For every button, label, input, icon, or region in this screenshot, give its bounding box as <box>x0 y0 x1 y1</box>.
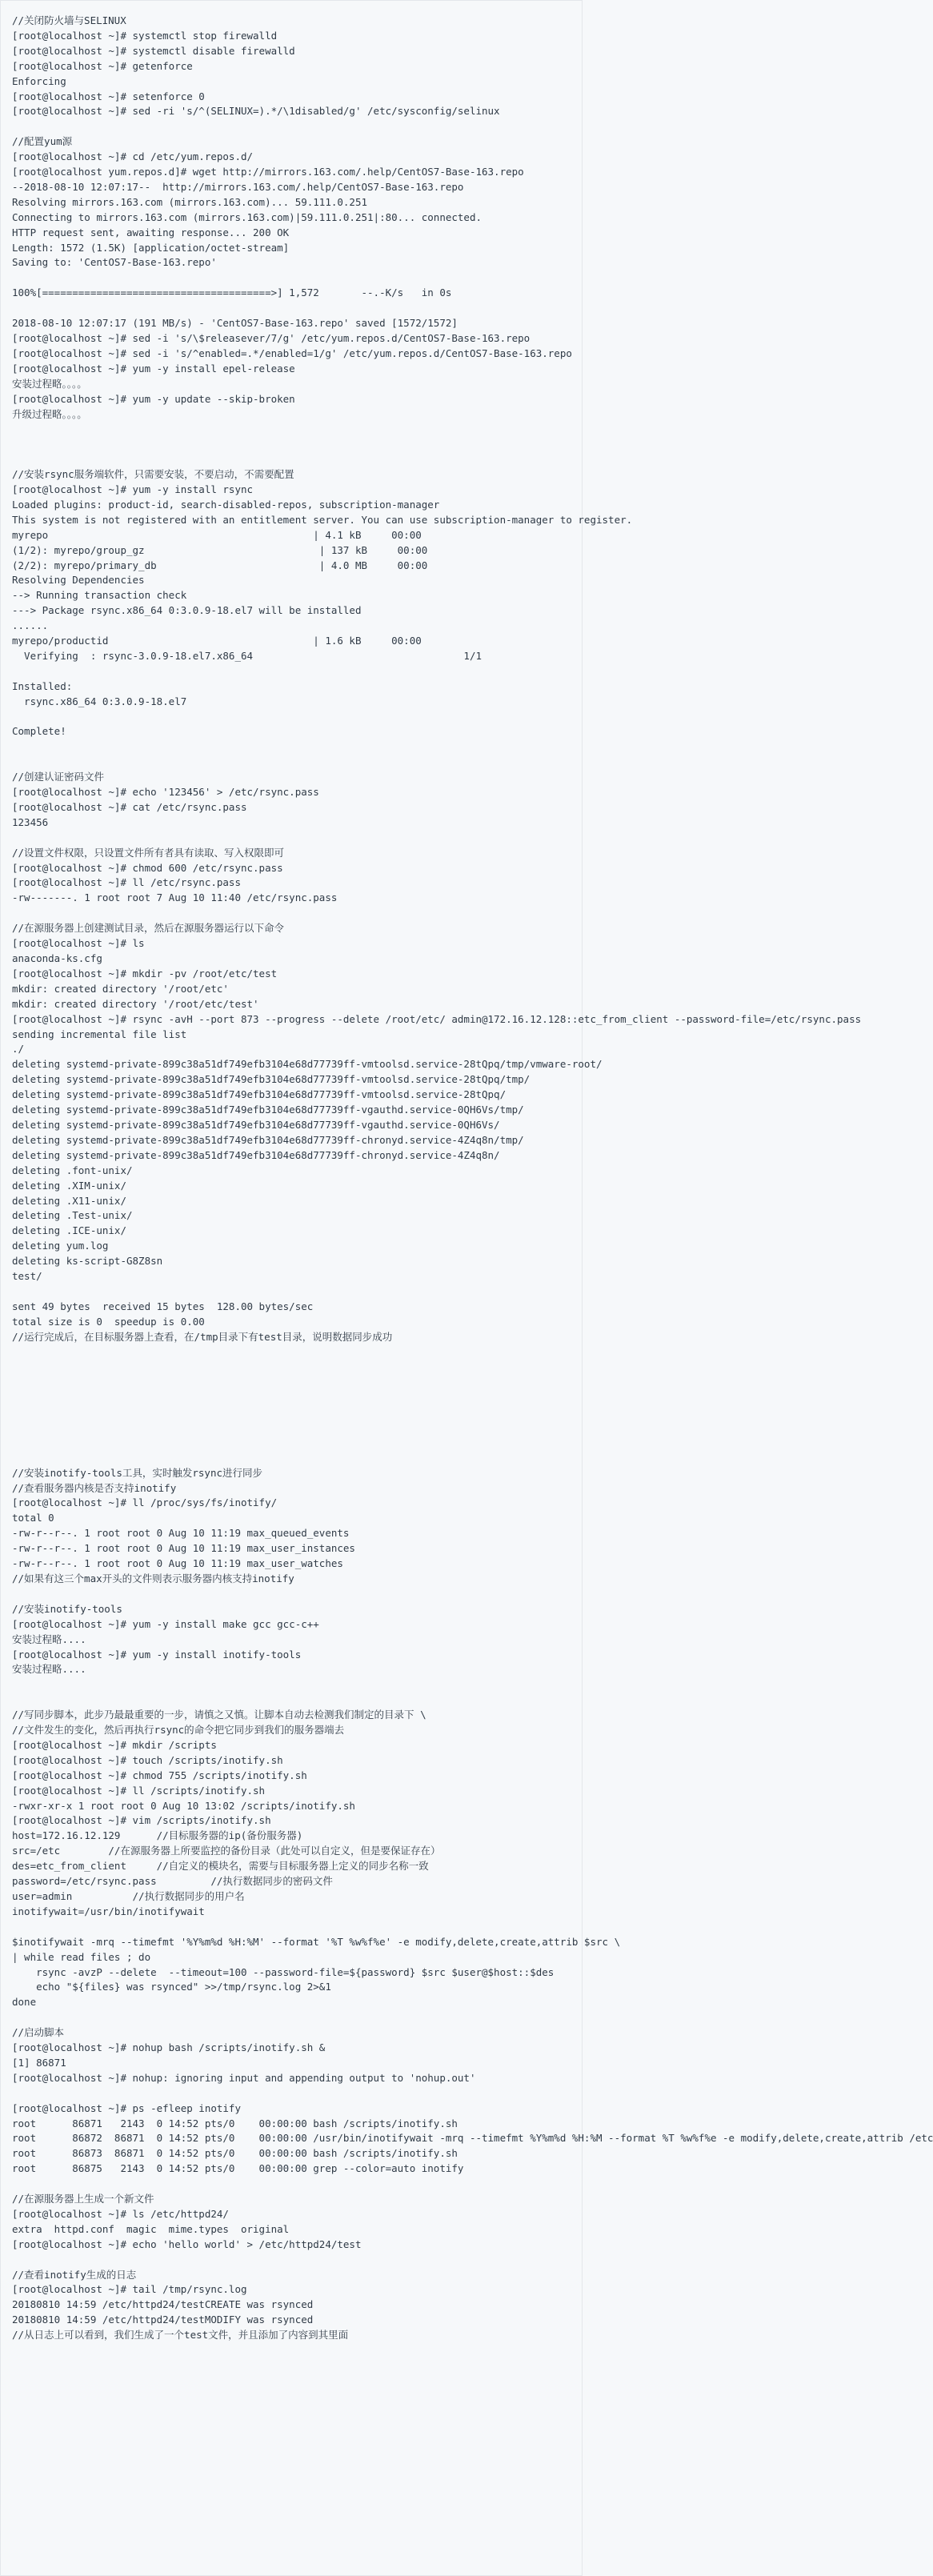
terminal-line: root 86872 86871 0 14:52 pts/0 00:00:00 /usr/bin/inotifywait -mrq --timefmt %Y%m%d %H:%M --format %T %w%f%e -e modify,delete,create,attrib /etc <box>12 2132 933 2145</box>
terminal-line: [root@localhost ~]# ps -efleep inotify <box>12 2101 241 2114</box>
terminal-line: 20180810 14:59 /etc/httpd24/testMODIFY was rsynced <box>12 2314 314 2326</box>
terminal-line: [root@localhost ~]# yum -y install inotify-tools <box>12 1648 302 1661</box>
terminal-line: [root@localhost ~]# ls <box>12 937 145 950</box>
terminal-line: [root@localhost ~]# chmod 755 /scripts/inotify.sh <box>12 1769 307 1781</box>
terminal-line: 升级过程略。。。。 <box>12 407 87 420</box>
terminal-line: deleting systemd-private-899c38a51df749efb3104e68d77739ff-vgauthd.service-0QH6Vs/ <box>12 1118 500 1131</box>
terminal-line: sending incremental file list <box>12 1028 187 1040</box>
terminal-line <box>12 1920 582 1935</box>
terminal-line: //运行完成后，在目标服务器上查看，在/tmp目录下有test目录，说明数据同步成功 <box>12 1330 393 1343</box>
terminal-line: total 0 <box>12 1512 54 1524</box>
terminal-line: 123456 <box>12 815 49 828</box>
terminal-line: [root@localhost ~]# yum -y install epel-release <box>12 362 295 375</box>
terminal-line: [root@localhost ~]# sed -ri 's/^(SELINUX=).*/\1disabled/g' /etc/sysconfig/selinux <box>12 105 500 118</box>
terminal-line: [root@localhost ~]# ll /etc/rsync.pass <box>12 876 241 889</box>
terminal-line: -rw-------. 1 root root 7 Aug 10 11:40 /etc/rsync.pass <box>12 891 338 904</box>
terminal-line <box>12 1587 582 1602</box>
terminal-line <box>12 831 582 846</box>
terminal-line: myrepo/productid | 1.6 kB 00:00 <box>12 635 422 647</box>
terminal-line <box>12 710 582 725</box>
terminal-line: -rwxr-xr-x 1 root root 0 Aug 10 13:02 /scripts/inotify.sh <box>12 1799 355 1812</box>
terminal-line: [root@localhost ~]# touch /scripts/inotify.sh <box>12 1753 283 1766</box>
terminal-line <box>12 664 582 679</box>
terminal-line: //查看inotify生成的日志 <box>12 2268 137 2281</box>
terminal-line: [root@localhost ~]# nohup bash /scripts/inotify.sh & <box>12 2041 326 2054</box>
terminal-line: //从日志上可以看到，我们生成了一个test文件，并且添加了内容到其里面 <box>12 2329 349 2342</box>
terminal-line: (2/2): myrepo/primary_db | 4.0 MB 00:00 <box>12 559 428 571</box>
terminal-line: //如果有这三个max开头的文件则表示服务器内核支持inotify <box>12 1572 294 1585</box>
terminal-line <box>12 1284 582 1300</box>
terminal-line: | while read files ; do <box>12 1950 151 1963</box>
terminal-line <box>12 1693 582 1708</box>
terminal-line: [1] 86871 <box>12 2056 66 2069</box>
terminal-line: 2018-08-10 12:07:17 (191 MB/s) - 'CentOS7-Base-163.repo' saved [1572/1572] <box>12 317 458 330</box>
terminal-line: [root@localhost ~]# cat /etc/rsync.pass <box>12 800 247 813</box>
terminal-line: 20180810 14:59 /etc/httpd24/testCREATE was rsynced <box>12 2298 314 2311</box>
terminal-line: [root@localhost ~]# systemctl stop firewalld <box>12 29 278 42</box>
terminal-line: //配置yum源 <box>12 135 73 148</box>
terminal-line: //启动脚本 <box>12 2026 65 2039</box>
terminal-line <box>12 301 582 316</box>
terminal-line <box>12 437 582 452</box>
terminal-line: deleting ks-script-G8Z8sn <box>12 1255 163 1268</box>
terminal-line: Verifying : rsync-3.0.9-18.el7.x86_64 1/1 <box>12 649 482 662</box>
terminal-line: [root@localhost ~]# cd /etc/yum.repos.d/ <box>12 150 254 163</box>
terminal-line: root 86873 86871 0 14:52 pts/0 00:00:00 bash /scripts/inotify.sh <box>12 2147 458 2160</box>
terminal-line <box>12 1375 582 1390</box>
terminal-line: [root@localhost ~]# mkdir /scripts <box>12 1738 217 1751</box>
terminal-line: //在源服务器上生成一个新文件 <box>12 2193 154 2205</box>
terminal-line <box>12 452 582 467</box>
terminal-line: Connecting to mirrors.163.com (mirrors.163.com)|59.111.0.251|:80... connected. <box>12 210 482 223</box>
terminal-line: Installed: <box>12 679 73 692</box>
terminal-line: password=/etc/rsync.pass //执行数据同步的密码文件 <box>12 1875 333 1888</box>
terminal-line: -rw-r--r--. 1 root root 0 Aug 10 11:19 max_user_instances <box>12 1542 355 1555</box>
terminal-line <box>12 755 582 770</box>
terminal-line: [root@localhost yum.repos.d]# wget http://mirrors.163.com/.help/CentOS7-Base-163.repo <box>12 166 524 178</box>
terminal-line: Resolving Dependencies <box>12 574 145 587</box>
terminal-line: This system is not registered with an entitlement server. You can use subscription-manager to register. <box>12 513 633 526</box>
terminal-line: [root@localhost ~]# ll /scripts/inotify.sh <box>12 1784 266 1797</box>
terminal-line <box>12 2253 582 2268</box>
terminal-line: [root@localhost ~]# yum -y install make gcc gcc-c++ <box>12 1617 319 1630</box>
terminal-line <box>12 422 582 437</box>
terminal-line: -rw-r--r--. 1 root root 0 Aug 10 11:19 max_user_watches <box>12 1557 343 1570</box>
terminal-line: ...... <box>12 619 49 632</box>
terminal-line: Enforcing <box>12 74 66 87</box>
terminal-line: done <box>12 1996 37 2009</box>
terminal-line: //安装rsync服务端软件，只需要安装，不要启动，不需要配置 <box>12 468 294 481</box>
terminal-line: --2018-08-10 12:07:17-- http://mirrors.163.com/.help/CentOS7-Base-163.repo <box>12 180 464 193</box>
terminal-line: 安装过程略.... <box>12 1633 86 1645</box>
terminal-line: ./ <box>12 1043 25 1056</box>
terminal-line: [root@localhost ~]# rsync -avH --port 873 --progress --delete /root/etc/ admin@172.16.12.128::etc_from_client --password-file=/etc/rsync.pass <box>12 1012 862 1025</box>
terminal-line: [root@localhost ~]# sed -i 's/^enabled=.*/enabled=1/g' /etc/yum.repos.d/CentOS7-Base-163.repo <box>12 347 572 359</box>
terminal-line <box>12 1420 582 1436</box>
terminal-line: user=admin //执行数据同步的用户名 <box>12 1890 245 1902</box>
terminal-line: [root@localhost ~]# ls /etc/httpd24/ <box>12 2207 229 2220</box>
terminal-line: //安装inotify-tools工具，实时触发rsync进行同步 <box>12 1466 263 1479</box>
terminal-line <box>12 1390 582 1405</box>
terminal-line: deleting .ICE-unix/ <box>12 1224 126 1237</box>
terminal-line: myrepo | 4.1 kB 00:00 <box>12 528 422 541</box>
terminal-line: [root@localhost ~]# setenforce 0 <box>12 90 205 102</box>
terminal-line <box>12 119 582 134</box>
terminal-line: deleting .XIM-unix/ <box>12 1179 126 1192</box>
terminal-line: $inotifywait -mrq --timefmt '%Y%m%d %H:%M' --format '%T %w%f%e' -e modify,delete,create,attrib $src \ <box>12 1935 621 1948</box>
terminal-line: //文件发生的变化，然后再执行rsync的命令把它同步到我们的服务器端去 <box>12 1724 345 1737</box>
terminal-line: deleting systemd-private-899c38a51df749efb3104e68d77739ff-chronyd.service-4Z4q8n/tmp/ <box>12 1133 524 1146</box>
terminal-line: deleting systemd-private-899c38a51df749efb3104e68d77739ff-vgauthd.service-0QH6Vs/tmp/ <box>12 1104 524 1116</box>
terminal-line: [root@localhost ~]# getenforce <box>12 59 193 72</box>
terminal-line: //在源服务器上创建测试目录，然后在源服务器运行以下命令 <box>12 922 285 935</box>
terminal-line: deleting systemd-private-899c38a51df749efb3104e68d77739ff-vmtoolsd.service-28tQpq/tmp/vmware-root/ <box>12 1058 603 1071</box>
terminal-line <box>12 1345 582 1360</box>
terminal-line: Resolving mirrors.163.com (mirrors.163.com)... 59.111.0.251 <box>12 195 368 208</box>
terminal-line: deleting .font-unix/ <box>12 1164 133 1176</box>
terminal-line: [root@localhost ~]# chmod 600 /etc/rsync.pass <box>12 861 283 874</box>
terminal-line <box>12 1360 582 1375</box>
terminal-line: //设置文件权限，只设置文件所有者具有读取、写入权限即可 <box>12 846 285 859</box>
terminal-line: rsync.x86_64 0:3.0.9-18.el7 <box>12 695 187 707</box>
terminal-line <box>12 2010 582 2025</box>
terminal-line <box>12 2086 582 2101</box>
terminal-line <box>12 270 582 286</box>
terminal-line: //安装inotify-tools <box>12 1602 122 1615</box>
terminal-line: [root@localhost ~]# ll /proc/sys/fs/inotify/ <box>12 1496 278 1509</box>
terminal-line: [root@localhost ~]# nohup: ignoring input and appending output to 'nohup.out' <box>12 2071 476 2084</box>
terminal-line: [root@localhost ~]# yum -y update --skip-broken <box>12 392 295 405</box>
terminal-line: deleting .Test-unix/ <box>12 1209 133 1222</box>
terminal-line: [root@localhost ~]# mkdir -pv /root/etc/test <box>12 967 278 980</box>
terminal-line: deleting .X11-unix/ <box>12 1194 126 1207</box>
terminal-line: [root@localhost ~]# echo '123456' > /etc/rsync.pass <box>12 786 319 799</box>
terminal-line: deleting yum.log <box>12 1240 109 1252</box>
terminal-line: //查看服务器内核是否支持inotify <box>12 1481 177 1494</box>
terminal-line: 安装过程略。。。。 <box>12 377 87 390</box>
terminal-line: //写同步脚本，此步乃最最重要的一步，请慎之又慎。让脚本自动去检测我们制定的目录下 \ <box>12 1709 426 1721</box>
terminal-line: Loaded plugins: product-id, search-disabled-repos, subscription-manager <box>12 498 440 511</box>
terminal-line: extra httpd.conf magic mime.types original <box>12 2222 290 2235</box>
terminal-line <box>12 1677 582 1693</box>
terminal-line: [root@localhost ~]# echo 'hello world' > /etc/httpd24/test <box>12 2237 362 2250</box>
terminal-line: (1/2): myrepo/group_gz | 137 kB 00:00 <box>12 543 428 556</box>
terminal-line: mkdir: created directory '/root/etc' <box>12 982 229 995</box>
terminal-line: host=172.16.12.129 //目标服务器的ip(备份服务器) <box>12 1829 303 1842</box>
terminal-line: src=/etc //在源服务器上所要监控的备份目录（此处可以自定义，但是要保证存在） <box>12 1845 441 1857</box>
terminal-line: Complete! <box>12 725 66 738</box>
terminal-line: total size is 0 speedup is 0.00 <box>12 1315 205 1328</box>
terminal-line: 100%[======================================>] 1,572 --.-K/s in 0s <box>12 286 452 299</box>
terminal-line: 安装过程略.... <box>12 1663 86 1676</box>
terminal-line: sent 49 bytes received 15 bytes 128.00 bytes/sec <box>12 1300 314 1312</box>
terminal-line: //关闭防火墙与SELINUX <box>12 14 126 26</box>
terminal-line: test/ <box>12 1270 42 1283</box>
terminal-line <box>12 1405 582 1420</box>
terminal-line <box>12 739 582 755</box>
terminal-line: deleting systemd-private-899c38a51df749efb3104e68d77739ff-chronyd.service-4Z4q8n/ <box>12 1148 500 1161</box>
terminal-line: inotifywait=/usr/bin/inotifywait <box>12 1905 205 1917</box>
terminal-line: anaconda-ks.cfg <box>12 952 102 964</box>
terminal-line: echo "${files} was rsynced" >>/tmp/rsync.log 2>&1 <box>12 1981 331 1993</box>
terminal-line <box>12 1436 582 1451</box>
terminal-line <box>12 906 582 921</box>
terminal-line: --> Running transaction check <box>12 589 187 602</box>
terminal-line: deleting systemd-private-899c38a51df749efb3104e68d77739ff-vmtoolsd.service-28tQpq/tmp/ <box>12 1073 531 1086</box>
terminal-line: ---> Package rsync.x86_64 0:3.0.9-18.el7 will be installed <box>12 604 362 617</box>
terminal-line: root 86875 2143 0 14:52 pts/0 00:00:00 grep --color=auto inotify <box>12 2162 464 2175</box>
terminal-line: Saving to: 'CentOS7-Base-163.repo' <box>12 256 217 269</box>
terminal-line <box>12 2177 582 2192</box>
terminal-line: rsync -avzP --delete --timeout=100 --password-file=${password} $src $user@$host::$des <box>12 1965 555 1978</box>
terminal-line: [root@localhost ~]# systemctl disable firewalld <box>12 44 295 57</box>
terminal-line: [root@localhost ~]# vim /scripts/inotify.sh <box>12 1814 271 1827</box>
terminal-line: HTTP request sent, awaiting response... 200 OK <box>12 226 290 238</box>
terminal-line <box>12 1451 582 1466</box>
terminal-line: [root@localhost ~]# yum -y install rsync <box>12 483 254 495</box>
terminal-line: [root@localhost ~]# tail /tmp/rsync.log <box>12 2283 247 2296</box>
terminal-line: Length: 1572 (1.5K) [application/octet-stream] <box>12 241 290 254</box>
terminal-line: -rw-r--r--. 1 root root 0 Aug 10 11:19 max_queued_events <box>12 1527 350 1540</box>
terminal-line: //创建认证密码文件 <box>12 771 105 783</box>
terminal-line: mkdir: created directory '/root/etc/test' <box>12 997 259 1010</box>
terminal-line: des=etc_from_client //自定义的模块名，需要与目标服务器上定义的同步名称一致 <box>12 1860 429 1873</box>
terminal-line: root 86871 2143 0 14:52 pts/0 00:00:00 bash /scripts/inotify.sh <box>12 2117 458 2129</box>
terminal-line: [root@localhost ~]# sed -i 's/\$releasever/7/g' /etc/yum.repos.d/CentOS7-Base-163.repo <box>12 331 531 344</box>
terminal-line: deleting systemd-private-899c38a51df749efb3104e68d77739ff-vmtoolsd.service-28tQpq/ <box>12 1088 507 1101</box>
